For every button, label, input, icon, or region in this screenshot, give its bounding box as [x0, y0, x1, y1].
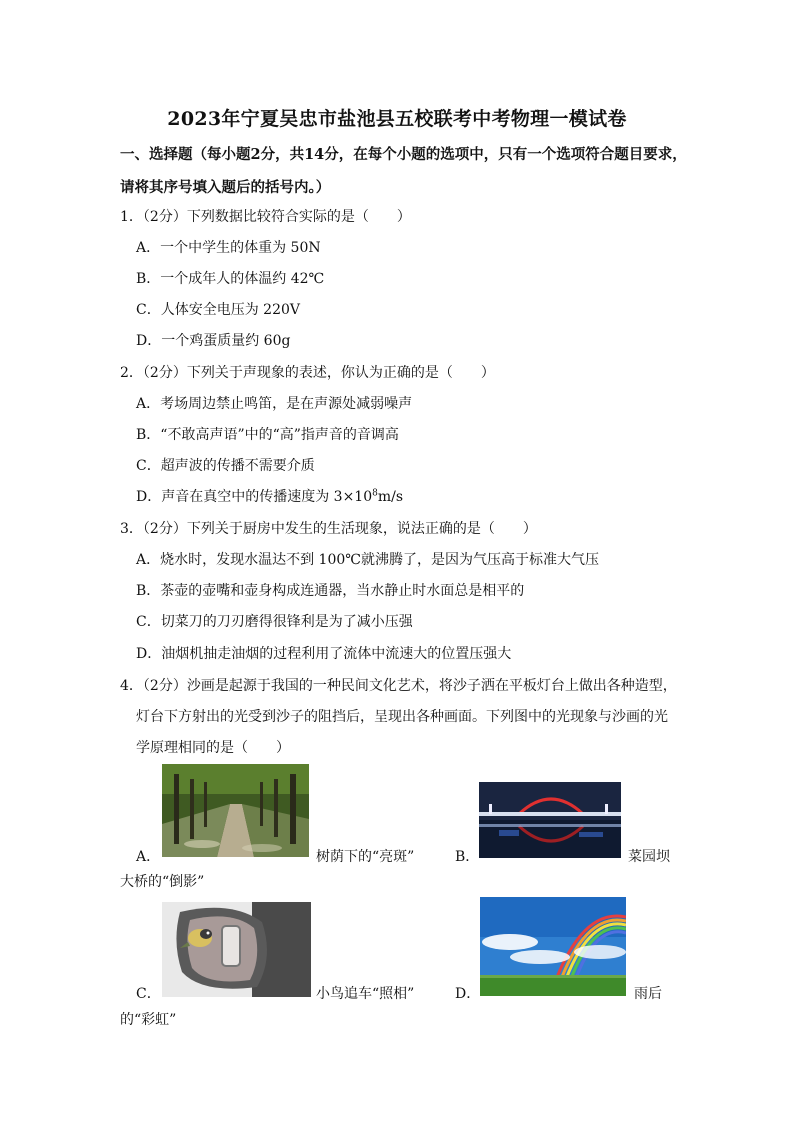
question-4-choice-b-caption: 菜园坝 — [628, 849, 670, 865]
question-4-choice-c-caption: 小鸟追车“照相” — [316, 986, 415, 1002]
question-4-choice-d-caption-cont: 的“彩虹” — [120, 1012, 177, 1028]
question-4-stem-line2: 灯台下方射出的光受到沙子的阻挡后，呈现出各种画面。下列图中的光现象与沙画的光 — [136, 709, 668, 725]
section-heading-line2: 请将其序号填入题后的括号内。） — [120, 179, 331, 196]
question-4-choice-b-label: B． — [455, 849, 480, 865]
question-4-choice-d-label: D． — [455, 986, 481, 1002]
page-title: 2023年宁夏吴忠市盐池县五校联考中考物理一模试卷 — [167, 108, 627, 130]
question-4-stem-line1: 4．（2分）沙画是起源于我国的一种民间文化艺术，将沙子洒在平板灯台上做出各种造型， — [120, 678, 677, 694]
question-3-stem: 3．（2分）下列关于厨房中发生的生活现象，说法正确的是（ ） — [120, 521, 537, 537]
question-1-option-d: D．一个鸡蛋质量约 60g — [136, 333, 291, 349]
rainbow-image — [480, 897, 626, 996]
question-1-stem: 1．（2分）下列数据比较符合实际的是（ ） — [120, 209, 411, 225]
question-1-option-c: C．人体安全电压为 220V — [136, 302, 300, 318]
question-4-choice-a-caption: 树荫下的“亮斑” — [316, 849, 415, 865]
bird-mirror-image — [162, 902, 311, 997]
question-3-option-b: B．茶壶的壶嘴和壶身构成连通器，当水静止时水面总是相平的 — [136, 583, 525, 599]
bridge-reflection-image — [479, 782, 621, 858]
question-3-option-a: A．烧水时，发现水温达不到 100℃就沸腾了，是因为气压高于标准大气压 — [136, 552, 599, 568]
question-2-option-c: C．超声波的传播不需要介质 — [136, 458, 315, 474]
question-4-choice-d-caption: 雨后 — [634, 986, 662, 1002]
question-2-option-d: D．声音在真空中的传播速度为 $3\times 10^8m/s$ — [136, 488, 404, 505]
question-1-option-a: A．一个中学生的体重为 50N — [136, 240, 321, 256]
question-3-option-c: C．切菜刀的刀刃磨得很锋利是为了减小压强 — [136, 614, 413, 630]
question-4-choice-a-label: A． — [136, 849, 161, 865]
tree-shade-image — [162, 764, 309, 857]
question-2-option-b: B．“不敢高声语”中的“高”指声音的音调高 — [136, 427, 399, 443]
question-4-stem-line3: 学原理相同的是（ ） — [136, 740, 290, 756]
question-4-choice-b-caption-cont: 大桥的“倒影” — [120, 874, 205, 890]
question-1-option-b: B．一个成年人的体温约 42℃ — [136, 271, 325, 287]
section-heading-line1: 一、选择题（每小题2分，共14分，在每个小题的选项中，只有一个选项符合题目要求， — [120, 146, 687, 163]
question-4-choice-c-label: C． — [136, 986, 161, 1002]
question-2-stem: 2．（2分）下列关于声现象的表述，你认为正确的是（ ） — [120, 365, 495, 381]
question-2-option-a: A．考场周边禁止鸣笛，是在声源处减弱噪声 — [136, 396, 413, 412]
question-3-option-d: D．油烟机抽走油烟的过程利用了流体中流速大的位置压强大 — [136, 646, 512, 662]
